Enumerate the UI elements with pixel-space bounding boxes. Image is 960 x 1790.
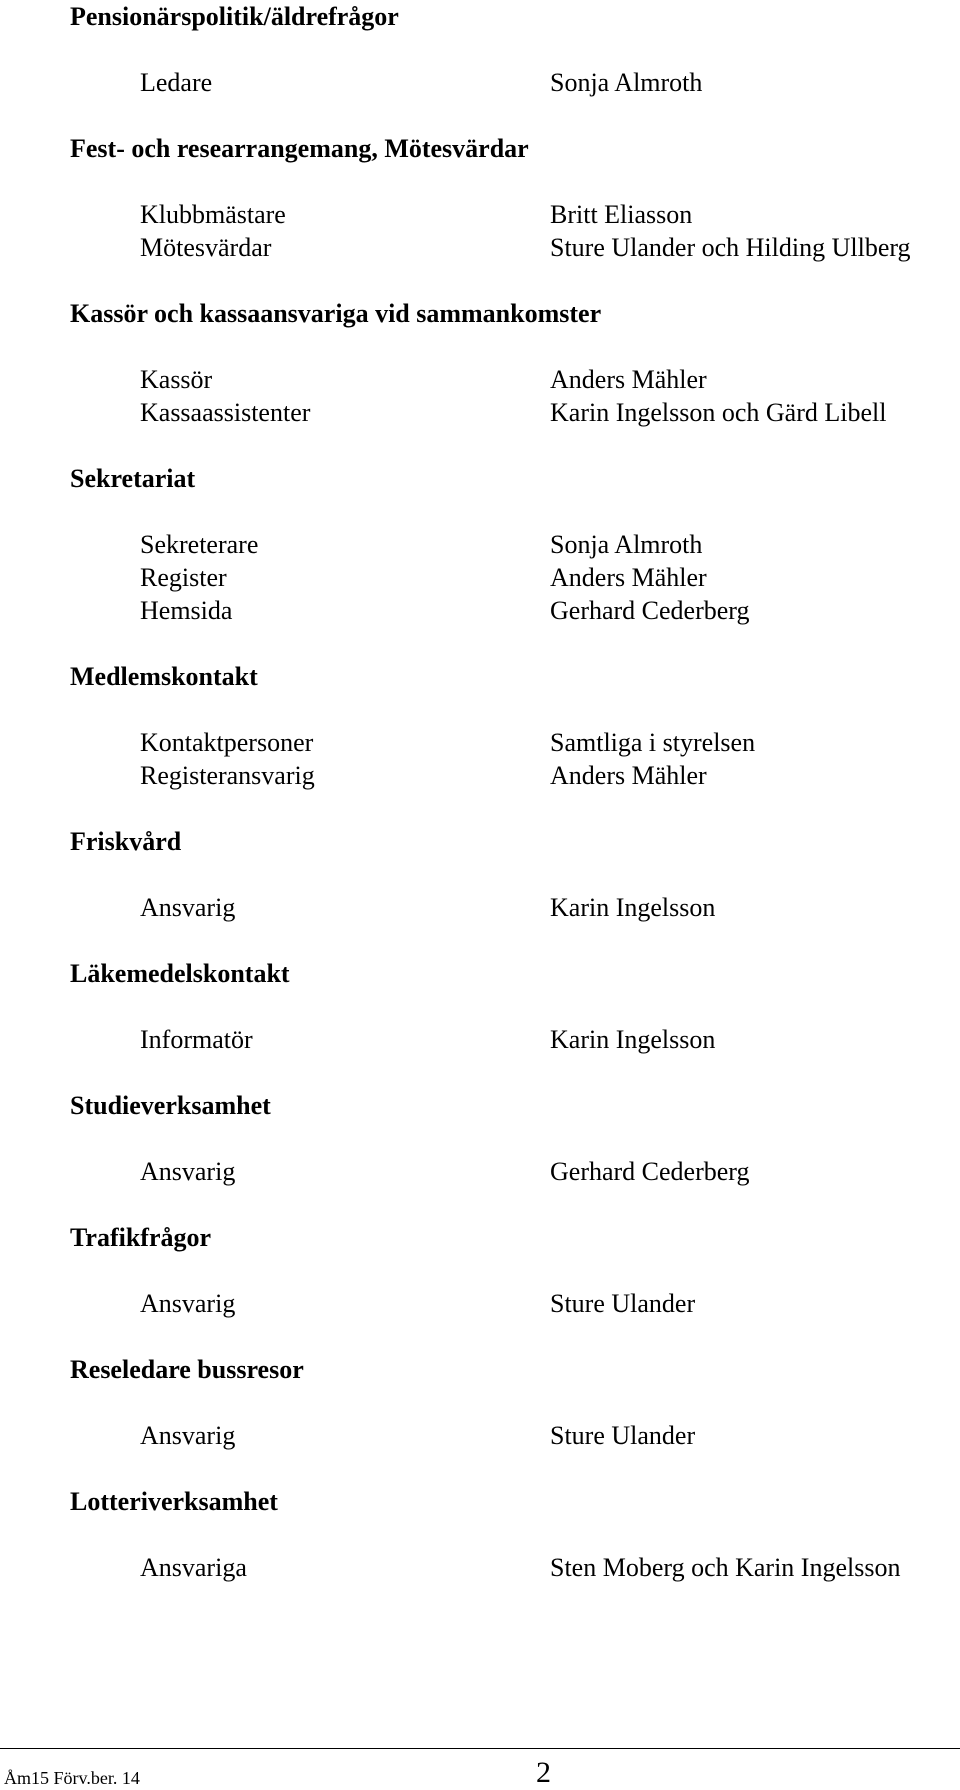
role-label: Klubbmästare: [140, 200, 286, 229]
section-heading: Medlemskontakt: [70, 662, 258, 691]
person-name: Gerhard Cederberg: [550, 596, 750, 625]
section-heading: Friskvård: [70, 827, 182, 856]
person-name: Karin Ingelsson: [550, 1025, 716, 1054]
footer-divider: [0, 1748, 960, 1749]
person-name: Sture Ulander: [550, 1289, 696, 1318]
person-name: Gerhard Cederberg: [550, 1157, 750, 1186]
person-name: Sten Moberg och Karin Ingelsson: [550, 1553, 901, 1582]
role-label: Ledare: [140, 68, 213, 97]
role-label: Sekreterare: [140, 530, 259, 559]
section-heading: Läkemedelskontakt: [70, 959, 290, 988]
footer-doc-ref: Åm15 Förv.ber. 14: [4, 1768, 140, 1788]
section-heading: Lotteriverksamhet: [70, 1487, 278, 1516]
person-name: Karin Ingelsson: [550, 893, 716, 922]
person-name: Samtliga i styrelsen: [550, 728, 756, 757]
section-heading: Studieverksamhet: [70, 1091, 271, 1120]
role-label: Ansvarig: [140, 1421, 236, 1450]
section-heading: Pensionärspolitik/äldrefrågor: [70, 2, 399, 31]
role-label: Hemsida: [140, 596, 233, 625]
role-label: Ansvarig: [140, 893, 236, 922]
role-label: Ansvarig: [140, 1289, 236, 1318]
section-heading: Kassör och kassaansvariga vid sammankomster: [70, 299, 602, 328]
person-name: Sture Ulander: [550, 1421, 696, 1450]
section-heading: Sekretariat: [70, 464, 196, 493]
person-name: Anders Mähler: [550, 365, 707, 394]
person-name: Sonja Almroth: [550, 68, 703, 97]
person-name: Anders Mähler: [550, 761, 707, 790]
person-name: Sture Ulander och Hilding Ullberg: [550, 233, 911, 262]
role-label: Kassör: [140, 365, 213, 394]
role-label: Kontaktpersoner: [140, 728, 314, 757]
page-number: 2: [536, 1756, 551, 1789]
role-label: Register: [140, 563, 227, 592]
role-label: Informatör: [140, 1025, 253, 1054]
section-heading: Trafikfrågor: [70, 1223, 212, 1252]
person-name: Britt Eliasson: [550, 200, 693, 229]
person-name: Sonja Almroth: [550, 530, 703, 559]
person-name: Anders Mähler: [550, 563, 707, 592]
person-name: Karin Ingelsson och Gärd Libell: [550, 398, 887, 427]
role-label: Kassaassistenter: [140, 398, 311, 427]
section-heading: Fest- och researrangemang, Mötesvärdar: [70, 134, 529, 163]
role-label: Ansvarig: [140, 1157, 236, 1186]
role-label: Registeransvarig: [140, 761, 315, 790]
role-label: Mötesvärdar: [140, 233, 272, 262]
role-label: Ansvariga: [140, 1553, 247, 1582]
section-heading: Reseledare bussresor: [70, 1355, 304, 1384]
